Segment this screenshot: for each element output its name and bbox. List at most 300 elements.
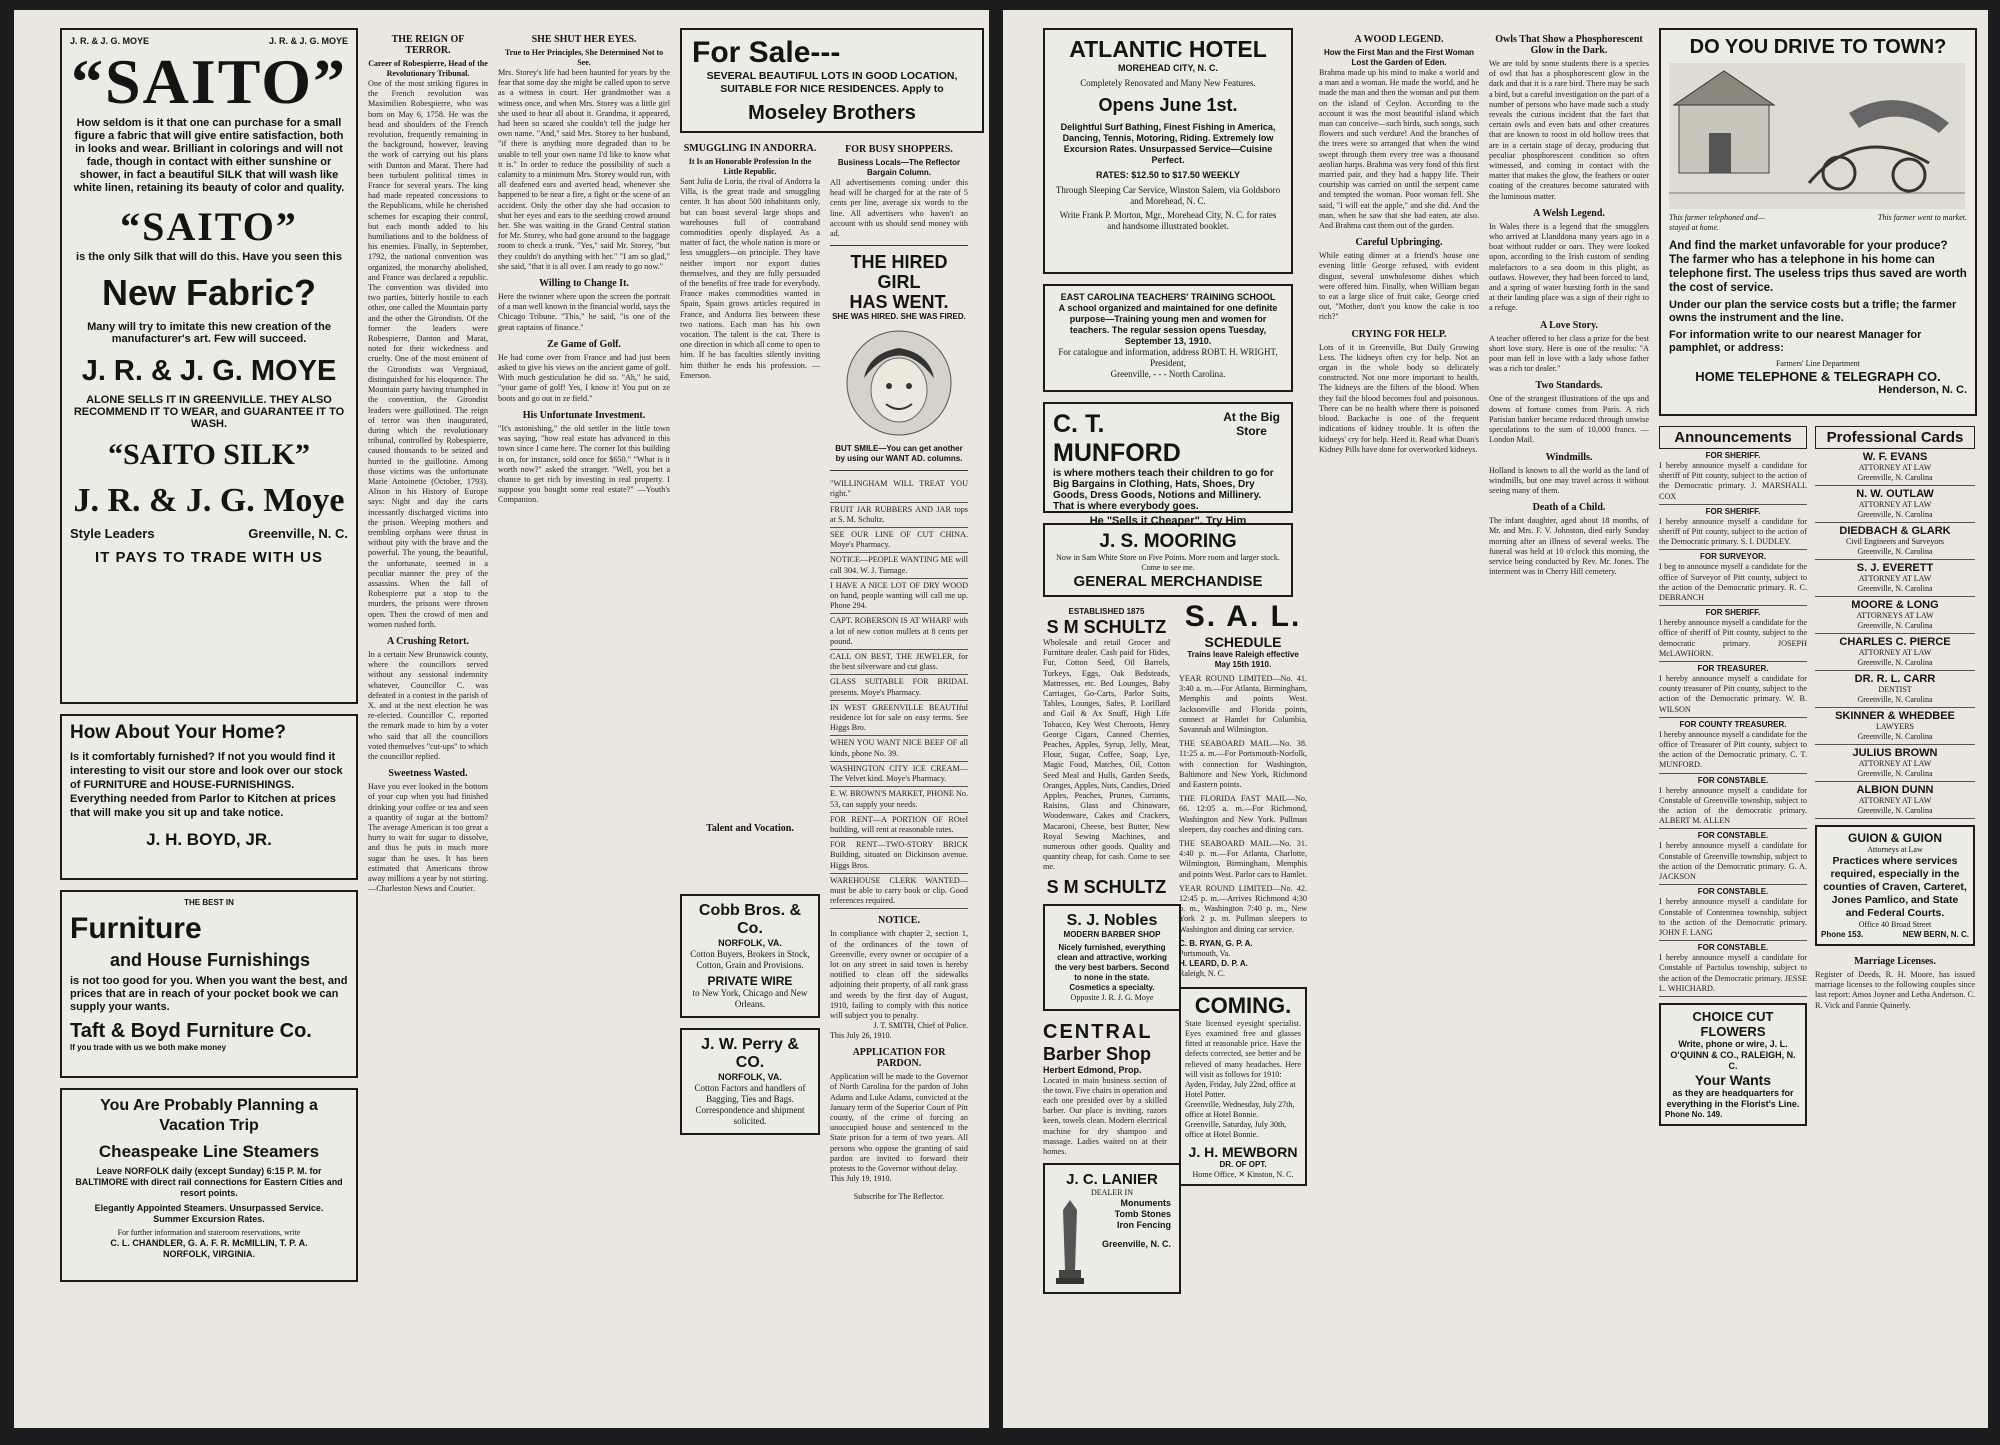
two-standards-body: One of the strangest illustrations of the ups and downs of fortune comes from Paris. A rich Parisian banker became reduced through unwise speculations to the sum of 10,000 francs. —London Mail.	[1489, 394, 1649, 445]
talent-title: Talent and Vocation.	[706, 823, 794, 834]
professional-card	[1815, 708, 1975, 745]
crushing-retort-body: In a certain New Brunswick county, where the councillors served without any sessional indemnity whatever, Councillor C. was defeated in a contest in the parish of X. and at the next election he was re-elected. Councillor C. reported the remark made to him by a voter who said that all the councillors voted themselves "cut-ups" to which the councillor replied.	[368, 649, 488, 761]
announcements-list	[1659, 449, 1807, 997]
business-local-item: WASHINGTON CITY ICE CREAM—The Velvet kind. Moye's Pharmacy.	[830, 762, 968, 787]
announcements-title: Announcements	[1659, 426, 1807, 449]
professional-card	[1815, 634, 1975, 671]
only-silk: is the only Silk that will do this. Have you seen this	[76, 251, 342, 263]
announcement-head: FOR TREASURER.	[1697, 664, 1769, 674]
business-local-item: IN WEST GREENVILLE BEAUTIful residence lot for sale on easy terms. See Higgs Bro.	[830, 701, 968, 737]
right-col-legend	[1319, 28, 1479, 1420]
taft-name: Taft & Boyd Furniture Co.	[70, 1020, 312, 1042]
professional-title: ATTORNEY AT LAW	[1858, 574, 1932, 583]
professional-title: ATTORNEY AT LAW	[1858, 648, 1932, 657]
busy-copy: All advertisements coming under this head will be charged for at the rate of 5 cents per line, average six words to the line. All advertisers who haven't an account with us should send money with ad.	[830, 178, 968, 239]
notice-date: This July 26, 1910.	[830, 1031, 892, 1041]
guion-sub: Attorneys at Law	[1867, 845, 1923, 854]
perry-ad	[680, 1028, 820, 1135]
announcement-head: FOR SURVEYOR.	[1699, 552, 1767, 562]
sal-schedule: SCHEDULE	[1204, 634, 1282, 650]
storey-body: Mrs. Storey's life had been haunted for years by the fear that some day she might be called upon to serve as a witness in court. Her grandmother was a witness once, and when Mrs. Storey was a little girl she used to hear all about it. Grandma, it appeared, had been so scared she couldn't tell the judge her own name. "And," said Mrs. Storey to her husband, "if there is anything more degraded than to be unable to tell your own name I'd like to know what it is." In order to reduce the possibility of such a calamity to a minimum Mrs. Storey would run, with all deafened ears and averted head, whenever she happened to be near a fire, a fight or the scene of an accident. Only the other day she had occasion to shut her eyes and ears to the seething crowd around her. She was waiting in the Grand Central station for Mr. Storey, who had gone around to the baggage room to check a trunk. "Yes," said Mr. Storey, "but they couldn't do anything with her." "I am so glad," she said, "that it is all over. I am ready to go now."	[498, 68, 670, 271]
sal-intro: Trains leave Raleigh effective May 15th 1910.	[1187, 650, 1299, 669]
announcement-head: FOR COUNTY TREASURER.	[1679, 719, 1787, 729]
crushing-retort-title: A Crushing Retort.	[387, 635, 469, 647]
hired-girl-portrait	[844, 328, 954, 438]
guion-location: NEW BERN, N. C.	[1902, 930, 1969, 939]
elegantly: Elegantly Appointed Steamers. Unsurpassed Service.	[94, 1203, 324, 1213]
nobles-copy: Nicely furnished, everything clean and attractive, working the very best barbers. Second to none in the state.	[1054, 942, 1170, 982]
announcement-head: FOR CONSTABLE.	[1697, 887, 1769, 897]
drive-title: DO YOU DRIVE TO TOWN?	[1689, 36, 1947, 58]
coming-visit-row: Ayden, Friday, July 22nd, office at Hotel Potter.	[1185, 1080, 1296, 1100]
sal-schedule-row: THE SEABOARD MAIL—No. 38. 11:25 a. m.—For Portsmouth-Norfolk, with connection for Washington, Baltimore and New York, Richmond and Eastern points.	[1179, 739, 1307, 790]
business-local-item: GLASS SUITABLE FOR BRIDAL presents. Moye's Pharmacy.	[830, 675, 968, 700]
moye-script: J. R. & J. G. Moye	[73, 482, 345, 519]
professional-name: N. W. OUTLAW	[1856, 488, 1934, 500]
cobb-ad	[680, 894, 820, 1018]
through-service: Through Sleeping Car Service, Winston Salem, via Goldsboro and Morehead, N. C.	[1055, 185, 1281, 206]
morehead: MOREHEAD CITY, N. C.	[1117, 63, 1218, 73]
cheasepake-title: Cheaspeake Line Steamers	[98, 1142, 320, 1161]
announcement-item	[1659, 606, 1807, 662]
subscribe: Subscribe for The Reflector.	[853, 1192, 945, 1202]
business-local-item: NOTICE—PEOPLE WANTING ME will call 304. W. J. Turnage.	[830, 553, 968, 578]
business-local-item: FOR RENT—A PORTION OF ROtel building, will rent at reasonable rates.	[830, 813, 968, 838]
upbringing-title: Careful Upbringing.	[1355, 237, 1443, 249]
professional-title: Professional Cards	[1815, 426, 1975, 449]
business-local-item: WHEN YOU WANT NICE BEEF OF all kinds, phone No. 39.	[830, 736, 968, 761]
market-copy: And find the market unfavorable for your produce? The farmer who has a telephone in his home can telephone first. The useless trips thus saved are worth the cost of service.	[1669, 240, 1967, 294]
furniture-word: Furniture	[70, 912, 202, 945]
professional-location: Greenville, N. Carolina	[1857, 695, 1933, 704]
taft-boyd-ad	[60, 890, 358, 1078]
sal-title: S. A. L.	[1184, 600, 1302, 633]
reign-body: One of the most striking figures in the French revolution was Maximilien Robespierre, who was born on May 6, 1758. He was the head and shoulders of the French revolution, frequently remaining in the background, however, leaving the work of carrying out his plans with Danton and Marat. There had been turbulent political times in France for several years. The king had made repeated concessions to the Republicans, while he cherished schemes for escaping their control, but each month added to his humiliations and to the boldness of his enemies. Finally, in September, 1792, the national convention was organized, the monarchy abolished, and France was declared a republic. The convention was divided into two parties, bitterly hostile to each other, one called the Mountain party and the other the Girondists. Of the former the leaders were Robespierre, Danton and Marat, noted for their wickedness and cruelty. One of the most eminent of the Girondists was Vergniaud, distinguished for his eloquence. The Mountain party having triumphed in the convention, the Girondist leaders were guillotined. The reign of terror was then inaugurated, during which the revolutionary tribunal, controlled by Robespierre, caused thousands to be seized and hurried to the guillotine. Among those victims was the unfortunate Marie Antoinette (October, 1793). Alison in his History of Europe says: Night and day the carts incessantly discharged victims into the prison. Weeping mothers and trembling orphans were thrust in without pity with the brave and the powerful. The young, the beautiful, the unfortunate, seemed in a peculiar manner the prey of the assassins. When the fall of Robespierre put a stop to the murders, the prisons were thrown open. Then the crowd of men and women rushed forth.	[368, 79, 488, 629]
love-story-body: A teacher offered to her class a prize for the best short love story. Here is one of the results: "A poor man fell in love with a lady whose father was a rich tor dealer."	[1489, 333, 1649, 374]
business-local-item: SEE OUR LINE OF CUT CHINA. Moye's Pharmacy.	[830, 528, 968, 553]
announcement-body: I hereby announce myself a candidate for sheriff of Pitt county, subject to the action of the Democratic primary. S. I. DUDLEY.	[1659, 516, 1807, 547]
andorra-title: SMUGGLING IN ANDORRA.	[683, 143, 817, 154]
right-col-schedule	[1179, 600, 1307, 1420]
crying-title: CRYING FOR HELP.	[1351, 328, 1447, 340]
busy-subtitle: Business Locals—The Reflector Bargain Column.	[837, 158, 961, 177]
professional-location: Greenville, N. Carolina	[1857, 621, 1933, 630]
saito-copy: How seldom is it that one can purchase for a small figure a fabric that will give entire satisfaction, both in looks and wear. Brilliant in colorings and will not fade, though in contact with either sunshine or shower, in fact a beautiful SILK that will wash like white linen, retaining its beauty of color and quality.	[73, 117, 345, 194]
ecu-title: EAST CAROLINA TEACHERS' TRAINING SCHOOL	[1060, 292, 1276, 302]
mooring-sub: Now in Sam White Store on Five Points. More room and larger stock. Come to see me.	[1056, 553, 1280, 572]
professional-card	[1815, 782, 1975, 819]
announcement-body: I hereby announce myself a candidate for county treasurer of Pitt county, subject to the action of the Democratic primary. W. B. WILSON	[1659, 674, 1807, 714]
for-sale-title: For Sale---	[692, 36, 841, 69]
cobb-copy: Cotton Buyers, Brokers in Stock, Cotton, Grain and Provisions.	[690, 949, 810, 970]
sweetness-title: Sweetness Wasted.	[388, 768, 468, 780]
investment-title: His Unfortunate Investment.	[522, 409, 646, 421]
upbringing-body: While eating dinner at a friend's house one evening little George refused, with evident disgust, several unwholesome dishes which were offered him. Finally, when William began to eat a large slice of fruit cake, George cried out, "Mother, don't you know the cake is too rich?"	[1319, 251, 1479, 322]
leard: H. LEARD, D. P. A.	[1179, 958, 1248, 968]
left-col-storey	[498, 28, 670, 1420]
legend-body: Brahma made up his mind to make a world and a man and a woman. He made the world, and he made the man and then the woman and put them on the island of Ceylon. According to the account it was the most beautiful island which man can conceive—such birds, such songs, such flowers and such verdure! And the branches of the trees were so arranged that when the wind swept through them every tree was a thousand aeolian harps. Brahma was very fond of this first married pair, and they had a happy life. Their courtship was carried on until the serpent came and tempted the woman. Poor woman fell. She said, "I will eat the apple," and she did. And the man, when he saw that she had eaten, ate also. And Brahma cast them out of the garden.	[1319, 68, 1479, 231]
announcement-item	[1659, 941, 1807, 997]
professional-title: ATTORNEYS AT LAW	[1856, 611, 1934, 620]
leave-norfolk: Leave NORFOLK daily (except Sunday) 6:15 P. M. for BALTIMORE with direct rail connections for Eastern Cities and resort points.	[75, 1166, 343, 1198]
coming-visit-row: Greenville, Saturday, July 30th, office at Hotel Bonnie.	[1185, 1120, 1287, 1140]
munford-name: C. T. MUNFORD	[1053, 410, 1181, 467]
private-copy: to New York, Chicago and New Orleans.	[692, 988, 808, 1009]
professional-location: Greenville, N. Carolina	[1857, 510, 1933, 519]
boyd-home-ad	[60, 714, 358, 880]
saito-title: “SAITO”	[70, 46, 348, 117]
professional-location: Greenville, N. Carolina	[1857, 732, 1933, 741]
central-barber-ad	[1043, 1021, 1167, 1158]
central-copy: Located in main business section of the town. Five chairs in operation and each one presided over by a skilled barber. Our place is inviting, razors keen, towels clean. Modern electrical machine for dry shampoo and massage. Ladies waited on at their homes.	[1043, 1075, 1167, 1157]
professional-location: Greenville, N. Carolina	[1857, 658, 1933, 667]
left-col-locals	[830, 138, 968, 1420]
professional-name: S. J. EVERETT	[1856, 562, 1934, 574]
caption-stayed: This farmer telephoned and—stayed at home.	[1669, 213, 1765, 232]
left-col-ads	[60, 28, 358, 1292]
flowers-wants: Your Wants	[1694, 1071, 1772, 1088]
announcement-item	[1659, 885, 1807, 941]
legend-subtitle: How the First Man and the First Woman Lost the Garden of Eden.	[1323, 48, 1475, 67]
perry-name: J. W. Perry & CO.	[701, 1036, 799, 1071]
perry-copy: Cotton Factors and handlers of Bagging, Ties and Bags. Correspondence and shipment solicited.	[694, 1083, 806, 1126]
right-col-owls	[1489, 28, 1649, 1420]
lanier-location: Greenville, N. C.	[1101, 1239, 1171, 1250]
mooring-ad	[1043, 523, 1293, 597]
atlantic-title: ATLANTIC HOTEL	[1069, 36, 1267, 62]
notice-body: In compliance with chapter 2, section 1, of the ordinances of the town of Greenville, every owner or occupier of a lot on any street in said town is hereby notified to clean off the sidewalks adjoining their property, of all rank grass and weeds by the first day of August, 1910, failing to comply with this notice will subject you to penalty.	[830, 929, 968, 1020]
schultz-name: S M SCHULTZ	[1046, 617, 1167, 637]
mewborn-name: J. H. MEWBORN	[1188, 1144, 1298, 1161]
under-plan: Under our plan the service costs but a trifle; the farmer owns the instrument and the line.	[1669, 299, 1957, 324]
professional-title: DENTIST	[1878, 685, 1912, 694]
professional-card	[1815, 486, 1975, 523]
professional-location: Greenville, N. Carolina	[1857, 769, 1933, 778]
pardon-body: Application will be made to the Governor of North Carolina for the pardon of John Adams and Luke Adams, convicted at the January term of the Superior Court of Pitt county, of the crime of forcing an unoccupied house and sentenced to the State prison for a term of two years. All persons who oppose the granting of said pardon are invited to forward their protests to the Governor without delay.	[830, 1072, 968, 1173]
professional-location: Greenville, N. Carolina	[1857, 806, 1933, 815]
central-title: CENTRAL	[1043, 1020, 1153, 1043]
house-furnishings: and House Furnishings	[110, 950, 311, 970]
professional-title: Civil Engineers and Surveyors	[1846, 537, 1944, 546]
ecu-catalog: For catalogue and information, address ROBT. H. WRIGHT, President,	[1058, 347, 1278, 368]
professional-title: LAWYERS	[1875, 722, 1915, 731]
moye-greenville: Greenville, N. C.	[248, 526, 348, 541]
professional-card	[1815, 560, 1975, 597]
ryan: C. B. RYAN, G. P. A.	[1179, 938, 1253, 948]
cobb-location: NORFOLK, VA.	[718, 938, 782, 948]
guion-copy: Practices where services required, especially in the counties of Craven, Carteret, Jones Pamlico, and State and Federal Courts.	[1823, 855, 1967, 919]
private-wire: PRIVATE WIRE	[707, 974, 793, 988]
professional-card	[1815, 671, 1975, 708]
monuments: Monuments	[1120, 1198, 1171, 1209]
taft-tag: If you trade with us we both make money	[70, 1043, 227, 1052]
munford-copy: is where mothers teach their children to go for Big Bargains in Clothing, Hats, Shoes, Dry Goods, Dress Goods, Notions and Millinery. That is where everybody goes.	[1053, 468, 1274, 512]
coming-copy: State licensed eyesight specialist. Eyes examined free and glasses fitted at reasonable price. Have the defects corrected, see better and be relieved of many headaches. Here will visit as follows for 1910:	[1185, 1018, 1301, 1079]
death-title: Death of a Child.	[1532, 502, 1606, 514]
lanier-ad	[1043, 1163, 1181, 1294]
munford-tag: He "Sells it Cheaper". Try Him	[1089, 515, 1247, 527]
schultz-name-2: S M SCHULTZ	[1046, 876, 1167, 897]
announcement-head: FOR CONSTABLE.	[1697, 775, 1769, 785]
love-story-title: A Love Story.	[1539, 319, 1599, 331]
mewborn-sub: DR. OF OPT.	[1219, 1160, 1267, 1170]
announcement-body: I hereby announce myself a candidate for the office of sheriff of Pitt county, subject to the democratic primary. JOSEPH McLAWHORN.	[1659, 618, 1807, 658]
owls-body: We are told by some students there is a species of owl that has a phosphorescent glow in the dark and that it is a rare bird. There may be such a bird, but a careful investigation on the part of a number of persons who have made such a study reveals the curious incident that the fact that certain owls and even bats and other creatures that are known to roost in old hollow trees that are in a certain stage of decay, producing that peculiar phosphorescent condition so often witnessed, and coming in contact with the matter that makes the glow, the feathers or outer coating of the creatures become saturated with the luminous matter.	[1489, 59, 1649, 201]
willing-title: Willing to Change It.	[539, 278, 629, 290]
alone-sells: ALONE SELLS IT IN GREENVILLE. THEY ALSO RECOMMEND IT TO WEAR, and GUARANTEE IT TO WASH.	[73, 394, 345, 430]
caption-went: This farmer went to market.	[1877, 213, 1967, 222]
guion-office: Office 40 Broad Street	[1858, 920, 1932, 929]
left-col-reign	[368, 28, 488, 1420]
for-sale-copy: SEVERAL BEAUTIFUL LOTS IN GOOD LOCATION, SUITABLE FOR NICE RESIDENCES. Apply to	[706, 70, 958, 95]
announcement-body: I hereby announce myself a candidate for the office of Treasurer of Pitt county, subject to the action of the Democratic primary. C. T. MUNFORD.	[1659, 729, 1807, 770]
imitate: Many will try to imitate this new creation of the manufacturer's art. Few will succeed.	[87, 321, 331, 345]
windmills-body: Holland is known to all the world as the land of windmills, but one may travel across it without seeing many of them.	[1489, 465, 1649, 495]
nobles-name: S. J. Nobles	[1066, 911, 1158, 929]
professional-column	[1815, 426, 1975, 1136]
sal-schedule-row: THE FLORIDA FAST MAIL—No. 66. 12:05 a. m.—For Richmond, Washington and New York. Pullman sleepers, day coaches and dining cars.	[1179, 794, 1307, 834]
it-pays: IT PAYS TO TRADE WITH US	[95, 549, 323, 566]
smile-copy: BUT SMILE—You can get another by using our WANT AD. columns.	[835, 444, 963, 464]
moye-saito-ad	[60, 28, 358, 704]
announcement-body: I hereby announce myself a candidate for Constable of Pactolus township, subject to the action of the Democratic primary. JESSE L. WHICHARD.	[1659, 953, 1807, 993]
sal-schedule-row: YEAR ROUND LIMITED—No. 42. 12:45 p. m.—Arrives Richmond 4:30 p. m., Washington 7:40 p. m., New York 2 p. m. Pullman sleepers to Washington and dining car service.	[1179, 883, 1307, 934]
business-local-item: FOR RENT—TWO-STORY BRICK Building, situated on Dickinson avenue. Higgs Bros.	[830, 838, 968, 874]
mooring-name: J. S. MOORING	[1099, 531, 1237, 552]
professional-card	[1815, 523, 1975, 560]
business-local-item: "WILLINGHAM WILL TREAT YOU right."	[830, 477, 968, 502]
sal-rows	[1179, 674, 1307, 935]
busy-title: FOR BUSY SHOPPERS.	[845, 144, 953, 155]
home-title: How About Your Home?	[70, 722, 287, 743]
iron-fencing: Iron Fencing	[1117, 1220, 1171, 1231]
flowers-phone: Phone No. 149.	[1665, 1109, 1723, 1119]
saito-silk: “SAITO SILK”	[107, 438, 311, 471]
professional-title: ATTORNEY AT LAW	[1858, 796, 1932, 805]
announcement-body: I hereby announce myself a candidate for sheriff of Pitt county, subject to the action of the Democratic primary. J. MARSHALL COX	[1659, 461, 1807, 501]
nobles-spec: Cosmetics a specialty.	[1069, 982, 1155, 992]
professional-card	[1815, 449, 1975, 486]
investment-body: "It's astonishing," the old settler in the little town was saying, "how real estate has advanced in this town since I came here. The corner lot this building is on, for instance, sold once for $650." "What is it worth now?" asked the stranger. "Well, you bet a chance to get rich by investing in real property. I suppose you bought some real estate?" —Youth's Companion.	[498, 423, 670, 505]
opens-june: Opens June 1st.	[1098, 95, 1238, 115]
mewborn-location: Home Office, ✕ Kinston, N. C.	[1192, 1170, 1294, 1180]
ecu-ad	[1043, 284, 1293, 392]
announcement-head: FOR SHERIFF.	[1705, 451, 1761, 460]
moye-header-a: J. R. & J. G. MOYE	[70, 36, 150, 46]
professional-card	[1815, 597, 1975, 634]
announcement-body: I hereby announce myself a candidate for Constable of Contentnea township, subject to the action of the Democratic primary. JOHN F. LANG	[1659, 897, 1807, 937]
professional-name: ALBION DUNN	[1856, 784, 1934, 796]
business-local-item: E. W. BROWN'S MARKET, PHONE No. 53, can supply your needs.	[830, 787, 968, 812]
summer-rates: Summer Excursion Rates.	[153, 1214, 265, 1224]
professional-name: MOORE & LONG	[1851, 599, 1939, 611]
pardon-date: This July 19, 1910.	[830, 1174, 892, 1184]
business-local-item: I HAVE A NICE LOT OF DRY WOOD on hand, people wanting will call me up. Phone 294.	[830, 579, 968, 615]
business-locals-list	[830, 477, 968, 909]
right-newspaper-page	[1003, 10, 1988, 1428]
furn-copy: is not too good for you. When you want the best, and prices that are in reach of your pocket book we can supply your wants.	[70, 975, 348, 1013]
flowers-title: CHOICE CUT FLOWERS	[1692, 1008, 1774, 1039]
reign-title: THE REIGN OF TERROR.	[391, 34, 465, 56]
cobb-name: Cobb Bros. & Co.	[698, 902, 802, 937]
professional-name: JULIUS BROWN	[1852, 747, 1938, 759]
monument-icon	[1053, 1198, 1087, 1286]
new-fabric: New Fabric?	[101, 272, 317, 313]
announcement-item	[1659, 829, 1807, 885]
guion-ad	[1815, 825, 1975, 946]
munford-at: At the Big Store	[1223, 410, 1280, 438]
norfolk-va: NORFOLK, VIRGINIA.	[163, 1249, 255, 1259]
owls-title: Owls That Show a Phosphorescent Glow in the Dark.	[1495, 34, 1643, 56]
sal-schedule-row: THE SEABOARD MAIL—No. 31. 4:40 p. m.—For Atlanta, Charlotte, Wilmington, Birmingham, Memphis and points West. Parlor cars to Hamlet.	[1179, 839, 1307, 879]
agents: C. L. CHANDLER, G. A. F. R. McMILLIN, T. P. A.	[110, 1238, 308, 1248]
sal-schedule-row: YEAR ROUND LIMITED—No. 41. 3:40 a. m.—For Atlanta, Birmingham, Memphis and points West. Jacksonville and Florida points, connect at Hamlet for Columbia, Savannah and Wilmington.	[1179, 674, 1307, 735]
farmers-illustration	[1669, 63, 1965, 209]
professional-name: SKINNER & WHEDBEE	[1835, 710, 1955, 722]
saito-title-2: “SAITO”	[120, 204, 298, 249]
professional-card	[1815, 745, 1975, 782]
info-write: For information write to our nearest Manager for pamphlet, or address:	[1669, 329, 1922, 354]
ecu-copy: A school organized and maintained for one definite purpose—Training young men and women for teachers. The regular session opens Tuesday, September 13, 1910.	[1058, 303, 1278, 346]
professional-location: Greenville, N. Carolina	[1857, 473, 1933, 482]
lanier-name: J. C. LANIER	[1066, 1171, 1158, 1189]
hired-girl: THE HIRED GIRL	[850, 252, 948, 293]
announcement-item	[1659, 505, 1807, 551]
nobles-sub: MODERN BARBER SHOP	[1063, 929, 1161, 939]
flowers-tag: as they are headquarters for everything in the Florist's Line.	[1666, 1087, 1800, 1109]
welsh-body: In Wales there is a legend that the smugglers who arrived at Llanddona many years ago in a boat without rudder or oars. They were looked upon, according to the Irish custom of sending malefactors to a sea doom in this plight, as outlaws. However, they had been forced to land, and a spring of water bursting forth in the sand at their landing place was a sign of their right to a refuge.	[1489, 221, 1649, 313]
two-standards-title: Two Standards.	[1535, 380, 1603, 392]
vacation: You Are Probably Planning a Vacation Trip	[100, 1097, 318, 1134]
hired-fired: SHE WAS HIRED. SHE WAS FIRED.	[832, 312, 966, 322]
business-local-item: WAREHOUSE CLERK WANTED—must be able to carry book or clip. Good references required.	[830, 874, 968, 910]
announcement-item	[1659, 662, 1807, 718]
best-in: THE BEST IN	[184, 898, 234, 907]
write-morton: Write Frank P. Morton, Mgr., Morehead City, N. C. for rates and handsome illustrated booklet.	[1059, 210, 1277, 231]
professional-list	[1815, 449, 1975, 819]
boyd-name: J. H. BOYD, JR.	[146, 830, 272, 849]
professional-name: CHARLES C. PIERCE	[1839, 636, 1951, 648]
professional-location: Greenville, N. Carolina	[1857, 584, 1933, 593]
henderson: Henderson, N. C.	[1878, 384, 1967, 396]
crying-body: Lots of it in Greenville, But Daily Growing Less. The kidneys often cry for help. Not an organ in the whole body so delicately constructed. Not one more important to health. The kidneys are the filters of the blood. When they fail the blood becomes foul and poisonous. There can be no health where there is poisoned blood. Backache is one of the frequent indications of kidney trouble. It is often the kidneys' cry for help. Heed it. Read what Doan's Kidney Pills have done for overworked kidneys.	[1319, 342, 1479, 454]
farmers-line: Farmers' Line Department	[1775, 359, 1861, 368]
rates: RATES: $12.50 to $17.50 WEEKLY	[1095, 170, 1241, 180]
coming-rows	[1185, 1080, 1301, 1140]
willing-body: Here the twinner where upon the screen the portrait of a man well known in the financial world, says the Chicago Tribune. "This," he said, "is one of the great captains of finance."	[498, 292, 670, 332]
windmills-title: Windmills.	[1545, 451, 1593, 463]
professional-name: DIEDBACH & GLARK	[1839, 525, 1951, 537]
marriage-title: Marriage Licenses.	[1854, 956, 1936, 967]
renovated: Completely Renovated and Many New Features.	[1080, 78, 1256, 88]
legend-title: A WOOD LEGEND.	[1354, 34, 1444, 45]
barber-shop: Barber Shop	[1043, 1043, 1152, 1064]
professional-location: Greenville, N. Carolina	[1857, 547, 1933, 556]
professional-name: W. F. EVANS	[1862, 451, 1928, 463]
ecu-location: Greenville, - - - North Carolina.	[1110, 369, 1226, 379]
announcement-body: I hereby announce myself a candidate for Constable of Greenville township, subject to the action of the Democratic primary. G. A. JACKSON	[1659, 841, 1807, 882]
right-col-telephone	[1659, 28, 1977, 1136]
home-copy: Is it comfortably furnished? If not you would find it interesting to visit our store and look over our stock of FURNITURE and HOUSE-FURNISHINGS. Everything needed from Parlor to Kitchen at prices that will make you sit up and take notice.	[70, 751, 343, 819]
guion-phone: Phone 153.	[1821, 930, 1864, 939]
business-local-item: CAPT. ROBERSON IS AT WHARF with a lot of new cotton mullets at 8 cents per pound.	[830, 614, 968, 650]
mooring-title: GENERAL MERCHANDISE	[1073, 573, 1263, 590]
flowers-ad	[1659, 1003, 1807, 1126]
sweetness-body: Have you ever looked in the bottom of your cup when you had finished drinking your coffee or tea and seen a quantity of sugar at the bottom? The average American is too great a hurry to wait for sugar to dissolve, and thus he puts in much more sugar than he uses. It has been estimated that Americans throw away millions a year by not stirring. —Charleston News and Courier.	[368, 782, 488, 894]
announcement-head: FOR SHERIFF.	[1705, 608, 1761, 618]
guion-name: GUION & GUION	[1847, 831, 1942, 845]
professional-name: DR. R. L. CARR	[1854, 673, 1936, 685]
announcements-column	[1659, 426, 1807, 1136]
announcement-item	[1659, 774, 1807, 830]
perry-location: NORFOLK, VA.	[718, 1072, 782, 1082]
flowers-copy: Write, phone or wire, J. L. O'QUINN & CO., RALEIGH, N. C.	[1670, 1038, 1796, 1071]
welsh-title: A Welsh Legend.	[1533, 207, 1605, 219]
storey-title: SHE SHUT HER EYES.	[531, 34, 637, 45]
announcement-body: I beg to announce myself a candidate for the office of Surveyor of Pitt county, subject to the action of the Democratic primary. R. C. DEBRANCH	[1659, 562, 1807, 603]
business-local-item: CALL ON BEST, THE JEWELER, for the best silverware and cut glass.	[830, 650, 968, 675]
tombstones: Tomb Stones	[1114, 1209, 1171, 1220]
announcement-item	[1659, 449, 1807, 505]
professional-title: ATTORNEY AT LAW	[1858, 500, 1932, 509]
golf-body: He had come over from France and had just been asked to give his views on the ancient game of golf. With much gesticulation he did so. "Ah," he said, "your game of golf! Yes, I know it! You put on ze boots and go out in ze field."	[498, 352, 670, 403]
telephone-ad	[1659, 28, 1977, 416]
atlantic-copy: Delightful Surf Bathing, Finest Fishing in America, Dancing, Tennis, Motoring, Riding. Extremely low Excursion Rates. Unsurpassed Service—Cuisine Perfect.	[1060, 122, 1276, 165]
andorra-subtitle: It Is an Honorable Profession In the Little Republic.	[688, 157, 812, 176]
has-went: HAS WENT.	[849, 292, 949, 313]
home-telephone: HOME TELEPHONE & TELEGRAPH CO.	[1695, 369, 1941, 384]
andorra-body: Sant Julia de Loria, the rival of Andorra la Villa, is the great trade and smuggling center. It has about 500 inhabitants only, but can boast several large shops and warehouses full of contraband commodities openly displayed. As a matter of fact, the whole nation is more or less smugglers—on principle. They have neither import nor export duties themselves, and they are fully persuaded of the benefits of free trade for everybody. France makes commodities wanted in Spain, Spain grows articles required in France, and Andorra lies between these two nations. Each man has his own vocation. The talent is the cat. There is one direction in which all come to open to him. If he has faculties silently inviting him thither he ends his profession. —Emerson.	[680, 177, 820, 380]
reign-subtitle: Career of Robespierre, Head of the Revolutionary Tribunal.	[368, 59, 488, 78]
established: ESTABLISHED 1875	[1068, 607, 1145, 616]
storey-subtitle: True to Her Principles, She Determined Not to See.	[504, 48, 664, 67]
death-body: The infant daughter, aged about 18 months, of Mr. and Mrs. F. V. Johnston, died early Sunday morning after an illness of several weeks. The funeral was held at 10 o'clock this morning, the service being conducted by Rev. Mr. Jones. The interment was in Cherry Hill cemetery.	[1489, 516, 1649, 577]
professional-title: ATTORNEY AT LAW	[1858, 759, 1932, 768]
golf-title: Ze Game of Golf.	[547, 338, 621, 350]
coming-visit-row: Greenville, Wednesday, July 27th, office at Hotel Bonnie.	[1185, 1100, 1295, 1120]
style-leaders: Style Leaders	[70, 526, 155, 541]
for-sale-ad	[680, 28, 984, 133]
left-newspaper-page	[14, 10, 989, 1428]
schultz-copy: Wholesale and retail Grocer and Furniture dealer. Cash paid for Hides, Fur, Cotton Seed, Oil Barrels, Turkeys, Eggs, Oak Bedsteads, Mattresses, etc. Bed Lounges, Baby Carriages, Go-Carts, Parlor Suits, Tables, Lounges, Safes, P. Lorillard and Gail & Ax Snuff, High Life Tobacco, Key West Cheroots, Henry George Cigars, Canned Cherries, Peaches, Apples, Syrup, Jelly, Meat, Flour, Sugar, Coffee, Soap, Lye, Magic Food, Matches, Oil, Cotton Seed Meal and Hulls, Garden Seeds, Oranges, Apples, Nuts, Candies, Dried Apples, Peaches, Prunes, Currants, Raisins, Glass and Chinaware, Woodenware, Cakes and Crackers, Macaroni, Cheese, best Butter, New Royal Sewing Machines, and numerous other goods. Quality and quantity cheap, for cash. Come to see me.	[1043, 638, 1170, 872]
notice-title: NOTICE.	[878, 915, 920, 927]
cheasepake-ad	[60, 1088, 358, 1282]
announcement-head: FOR SHERIFF.	[1705, 506, 1761, 516]
business-local-item: FRUIT JAR RUBBERS AND JAR tops at S. M. Schultz.	[830, 503, 968, 528]
lanier-dealer: DEALER IN	[1091, 1188, 1133, 1198]
munford-ad	[1043, 402, 1293, 527]
moseley-brothers: Moseley Brothers	[748, 102, 916, 124]
nobles-ad	[1043, 904, 1181, 1011]
announcement-item	[1659, 550, 1807, 606]
notice-sign: J. T. SMITH, Chief of Police.	[873, 1021, 968, 1031]
moye-header-b: J. R. & J. G. MOYE	[268, 36, 348, 46]
coming-title: COMING.	[1194, 992, 1292, 1018]
nobles-opp: Opposite J. R. J. G. Moye	[1070, 992, 1154, 1002]
central-prop: Herbert Edmond, Prop.	[1043, 1064, 1142, 1075]
announcement-head: FOR CONSTABLE.	[1697, 943, 1769, 953]
ryan-location: Portsmouth, Va.	[1179, 948, 1231, 958]
coming-ad	[1179, 987, 1307, 1186]
leard-location: Raleigh, N. C.	[1179, 968, 1225, 978]
atlantic-hotel-ad	[1043, 28, 1293, 274]
professional-title: ATTORNEY AT LAW	[1858, 463, 1932, 472]
pardon-title: APPLICATION FOR PARDON.	[852, 1047, 946, 1070]
announcement-item	[1659, 718, 1807, 774]
further-info: For further information and stateroom reservations, write	[117, 1228, 301, 1237]
moye-big: J. R. & J. G. MOYE	[81, 355, 337, 387]
marriage-copy: Register of Deeds, R. H. Moore, has issued marriage licenses to the following couples since last report: Amos Joyner and Letha Anderson. C. R. Vick and Fannie Quinerly.	[1815, 970, 1975, 1010]
